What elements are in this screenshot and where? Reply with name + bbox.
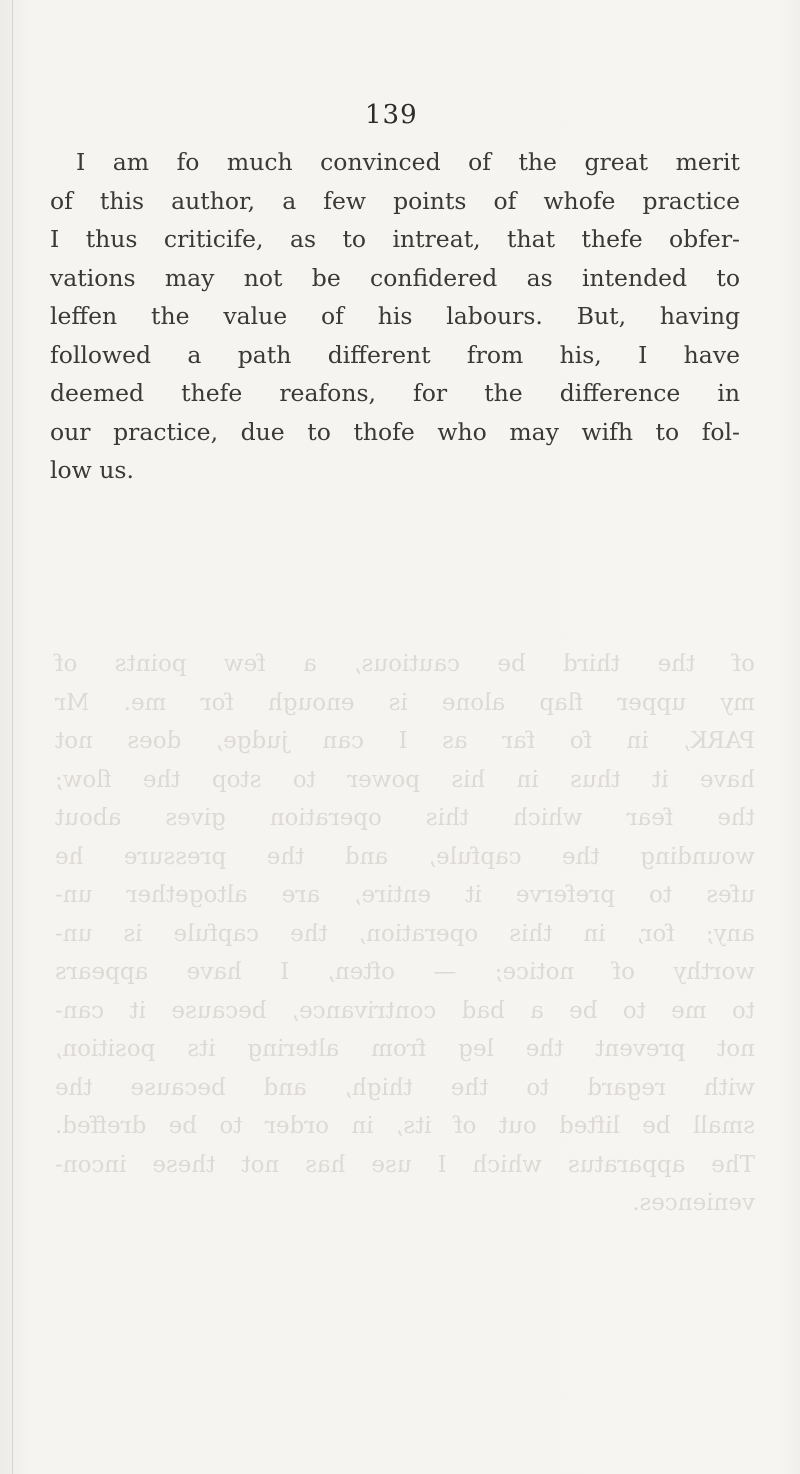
text-line: low us.	[50, 456, 134, 484]
show-through-line: wounding the capfule, and the pressure he	[55, 843, 755, 870]
show-through-line: PARK, in fo far as I can judge, does not	[55, 728, 755, 754]
show-through-text	[55, 645, 755, 1223]
show-through-line: worthy of notice; — often, I have appears	[55, 959, 755, 985]
show-through-line: small be lifted out of its, in order to be dreffed.	[55, 1113, 755, 1139]
page-number: 139	[365, 100, 418, 130]
text-line: followed a path different from his, I have	[50, 340, 740, 369]
show-through-line: any; for, in this operation, the capfule is un-	[55, 920, 755, 947]
show-through-line: not prevent the leg from altering its position,	[55, 1036, 755, 1062]
show-through-line: of the third be cautious, a few points of	[55, 651, 755, 677]
text-line: I thus criticife, as to intreat, that thefe obfer-	[50, 225, 740, 253]
body-text	[50, 143, 740, 490]
text-line: leffen the value of his labours. But, having	[50, 302, 740, 330]
show-through-line: my upper flap alone is enough for me. Mr	[55, 689, 755, 716]
show-through-line: have it thus in his power to stop the flow;	[55, 766, 755, 793]
show-through-line: The apparatus which I use has not these incon-	[55, 1151, 755, 1178]
text-line: of this author, a few points of whofe practice	[50, 186, 740, 215]
text-line: vations may not be confidered as intended to	[50, 263, 740, 292]
show-through-line: veniences.	[632, 1190, 755, 1216]
text-line: I am fo much convinced of the great merit	[76, 148, 740, 176]
text-line: deemed thefe reafons, for the difference in	[50, 379, 740, 407]
show-through-line: ufes to preferve it entire, are altogether un-	[55, 882, 755, 908]
show-through-line: to me to be a bad contrivance, because it can-	[55, 997, 755, 1024]
show-through-line: with regard to the thigh, and because the	[55, 1074, 755, 1101]
text-line: our practice, due to thofe who may wifh to fol-	[50, 417, 740, 446]
page-gutter	[12, 0, 13, 1474]
show-through-line: the fear which this operation gives about	[55, 805, 755, 831]
